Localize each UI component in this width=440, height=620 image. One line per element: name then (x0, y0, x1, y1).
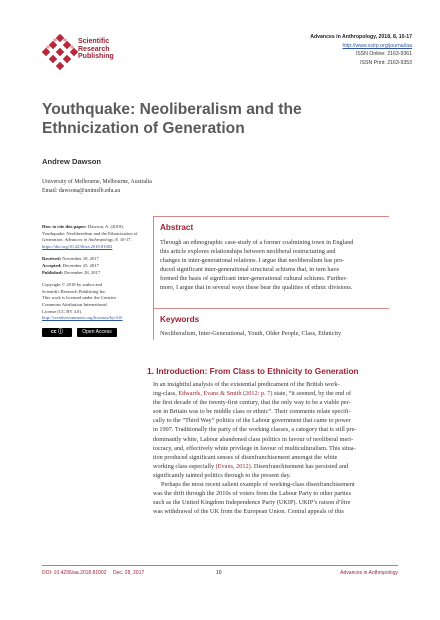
publisher-name (78, 38, 114, 61)
abstract-side-rule (153, 216, 154, 340)
copyright-line: License (CC BY 4.0). (42, 308, 83, 314)
keywords-text: Neoliberalism, Inter-Generational, Youth, Older People, Class, Ethnicity (160, 330, 342, 337)
body-line (153, 462, 398, 471)
body-line: In an insightful analysis of the existential predicament of the British work- (153, 381, 340, 388)
body-text: ing-class, (153, 390, 179, 398)
page-number: 10 (216, 570, 222, 576)
copyright-line: Copyright © 2018 by author and (42, 282, 103, 288)
footer-date: Dec. 28, 2017 (113, 570, 145, 576)
doi-link[interactable]: https://doi.org/10.4236/aa.2018.81002 (42, 243, 113, 249)
cite-text: Dawson, A. (2018). Youthquake: Neoliberalism and the Ethnicization of Generation. (42, 224, 138, 243)
published-label: Published: (42, 269, 63, 275)
abstract-line: formed the basis of significant inter-generational cultural schisms. Further- (160, 275, 348, 283)
license-badges (42, 328, 148, 337)
keywords-heading: Keywords (160, 315, 200, 324)
abstract-line: this article explores relationships between neoliberal restructuring and (160, 248, 336, 256)
published-date: December 28, 2017 (64, 269, 101, 275)
abstract-rule (153, 216, 389, 217)
section-heading: 1. Introduction: From Class to Ethnicity to Generation (147, 366, 359, 376)
accepted-label: Accepted: (42, 262, 62, 268)
received-date: November 18, 2017 (62, 256, 99, 262)
citation-link[interactable]: Edwards, Evans & Smith (2012: p. 7) (178, 390, 273, 398)
body-text: working class especially (153, 462, 216, 470)
journal-citation: Advances in Anthropology, 2018, 8, 10-17 (310, 34, 412, 40)
title-line: Ethnicization of Generation (42, 120, 245, 137)
body-line: cally to the “Third Way” politics of the Labour government that came to power (153, 417, 351, 425)
issn-print: ISSN Print: 2163-9353 (360, 59, 412, 66)
copyright-line: Commons Attribution International (42, 301, 107, 307)
cite-journal: Advances in Anthropology, 8, (64, 237, 119, 243)
abstract-line: more, I argue that in several ways these bear the qualities of ethnic divisions. (160, 284, 353, 292)
license-link[interactable]: http://creativecommons.org/licenses/by/4.0/ (42, 315, 123, 321)
body-line: dominantly white, Labour abandoned class politics in favour of neoliberal meri- (153, 435, 354, 443)
publisher-line: Scientific (78, 38, 110, 45)
intro-body (153, 380, 398, 516)
affiliation: University of Melbourne, Melbourne, Australia (42, 179, 152, 185)
body-text: . Disenfranchisement has persisted and (250, 462, 349, 470)
issn-online: ISSN Online: 2163-9361 (355, 51, 412, 58)
journal-url-link[interactable]: http://www.scirp.org/journal/aa (342, 42, 412, 49)
accepted-date: December 25, 2017 (62, 262, 99, 268)
open-access-icon[interactable]: Open Access (77, 328, 117, 337)
body-line: significantly tainted politics through to the present day. (153, 471, 291, 479)
footer-doi: DOI: 10.4236/aa.2018.81002 (42, 570, 107, 576)
title-line: Youthquake: Neoliberalism and the (42, 101, 302, 118)
cite-label: How to cite this paper: (42, 224, 87, 229)
body-line: tocracy, and, effectively white privilege in favour of multiculturalism. This situa- (153, 444, 356, 452)
body-line: was the drift through the 2010s of voters from the Labour Party to other parties (153, 490, 351, 498)
abstract-text (160, 238, 388, 293)
body-line: son in Britain was to be middle class or ethnic”. Their comments relate specifi- (153, 408, 351, 416)
body-line: in 1997. Traditionally the party of the working classes, a category that is still pre- (153, 426, 357, 434)
keywords-rule (153, 308, 389, 309)
body-line: Perhaps the most recent salient example of working-class disenfranchisement (161, 481, 355, 489)
copyright-block (42, 282, 148, 322)
publisher-line: Research (78, 45, 110, 53)
abstract-line: duced significant inter-generational structural schisms that, in turn have (160, 266, 340, 274)
dates-block (42, 256, 148, 276)
article-info-column (42, 224, 148, 337)
affiliation-block (42, 178, 152, 195)
body-line: the first decade of the twenty-first century, that the only way to be a viable per- (153, 399, 351, 407)
received-label: Received: (42, 256, 62, 262)
body-line (153, 389, 398, 398)
cite-pages: 10-17. (119, 237, 132, 243)
abstract-line: changes in inter-generational relations. I argue that neoliberalism has pro- (160, 257, 345, 265)
publisher-logo-icon (42, 34, 78, 70)
footer-journal: Advances in Anthropology (340, 570, 398, 576)
copyright-line: Scientific Research Publishing Inc. (42, 288, 107, 294)
author-name: Andrew Dawson (42, 157, 102, 166)
abstract-heading: Abstract (160, 223, 194, 232)
abstract-line: Through an ethnographic case-study of a former coalmining town in England (160, 239, 354, 246)
body-line: such as the United Kingdom Independence Party (UKIP). UKIP’s raison d’être (153, 499, 351, 507)
body-text: state, “it seemed, by the end of (272, 390, 352, 398)
body-line: tion produced significant senses of disenfranchisement amongst the white (153, 453, 338, 461)
body-line: was withdrawal of the UK from the European Union. Central appeals of this (153, 508, 344, 516)
email: Email: dawsona@unimelb.edu.au (42, 187, 121, 194)
citation-link[interactable]: (Evans, 2012) (215, 462, 251, 470)
citation-block (42, 224, 148, 250)
copyright-line: This work is licensed under the Creative (42, 295, 117, 301)
paper-title (42, 100, 382, 138)
cc-license-icon[interactable]: cc ⓘ (42, 328, 72, 337)
journal-info (310, 33, 412, 67)
publisher-line: Publishing (78, 53, 114, 61)
footer-rule (42, 565, 398, 566)
